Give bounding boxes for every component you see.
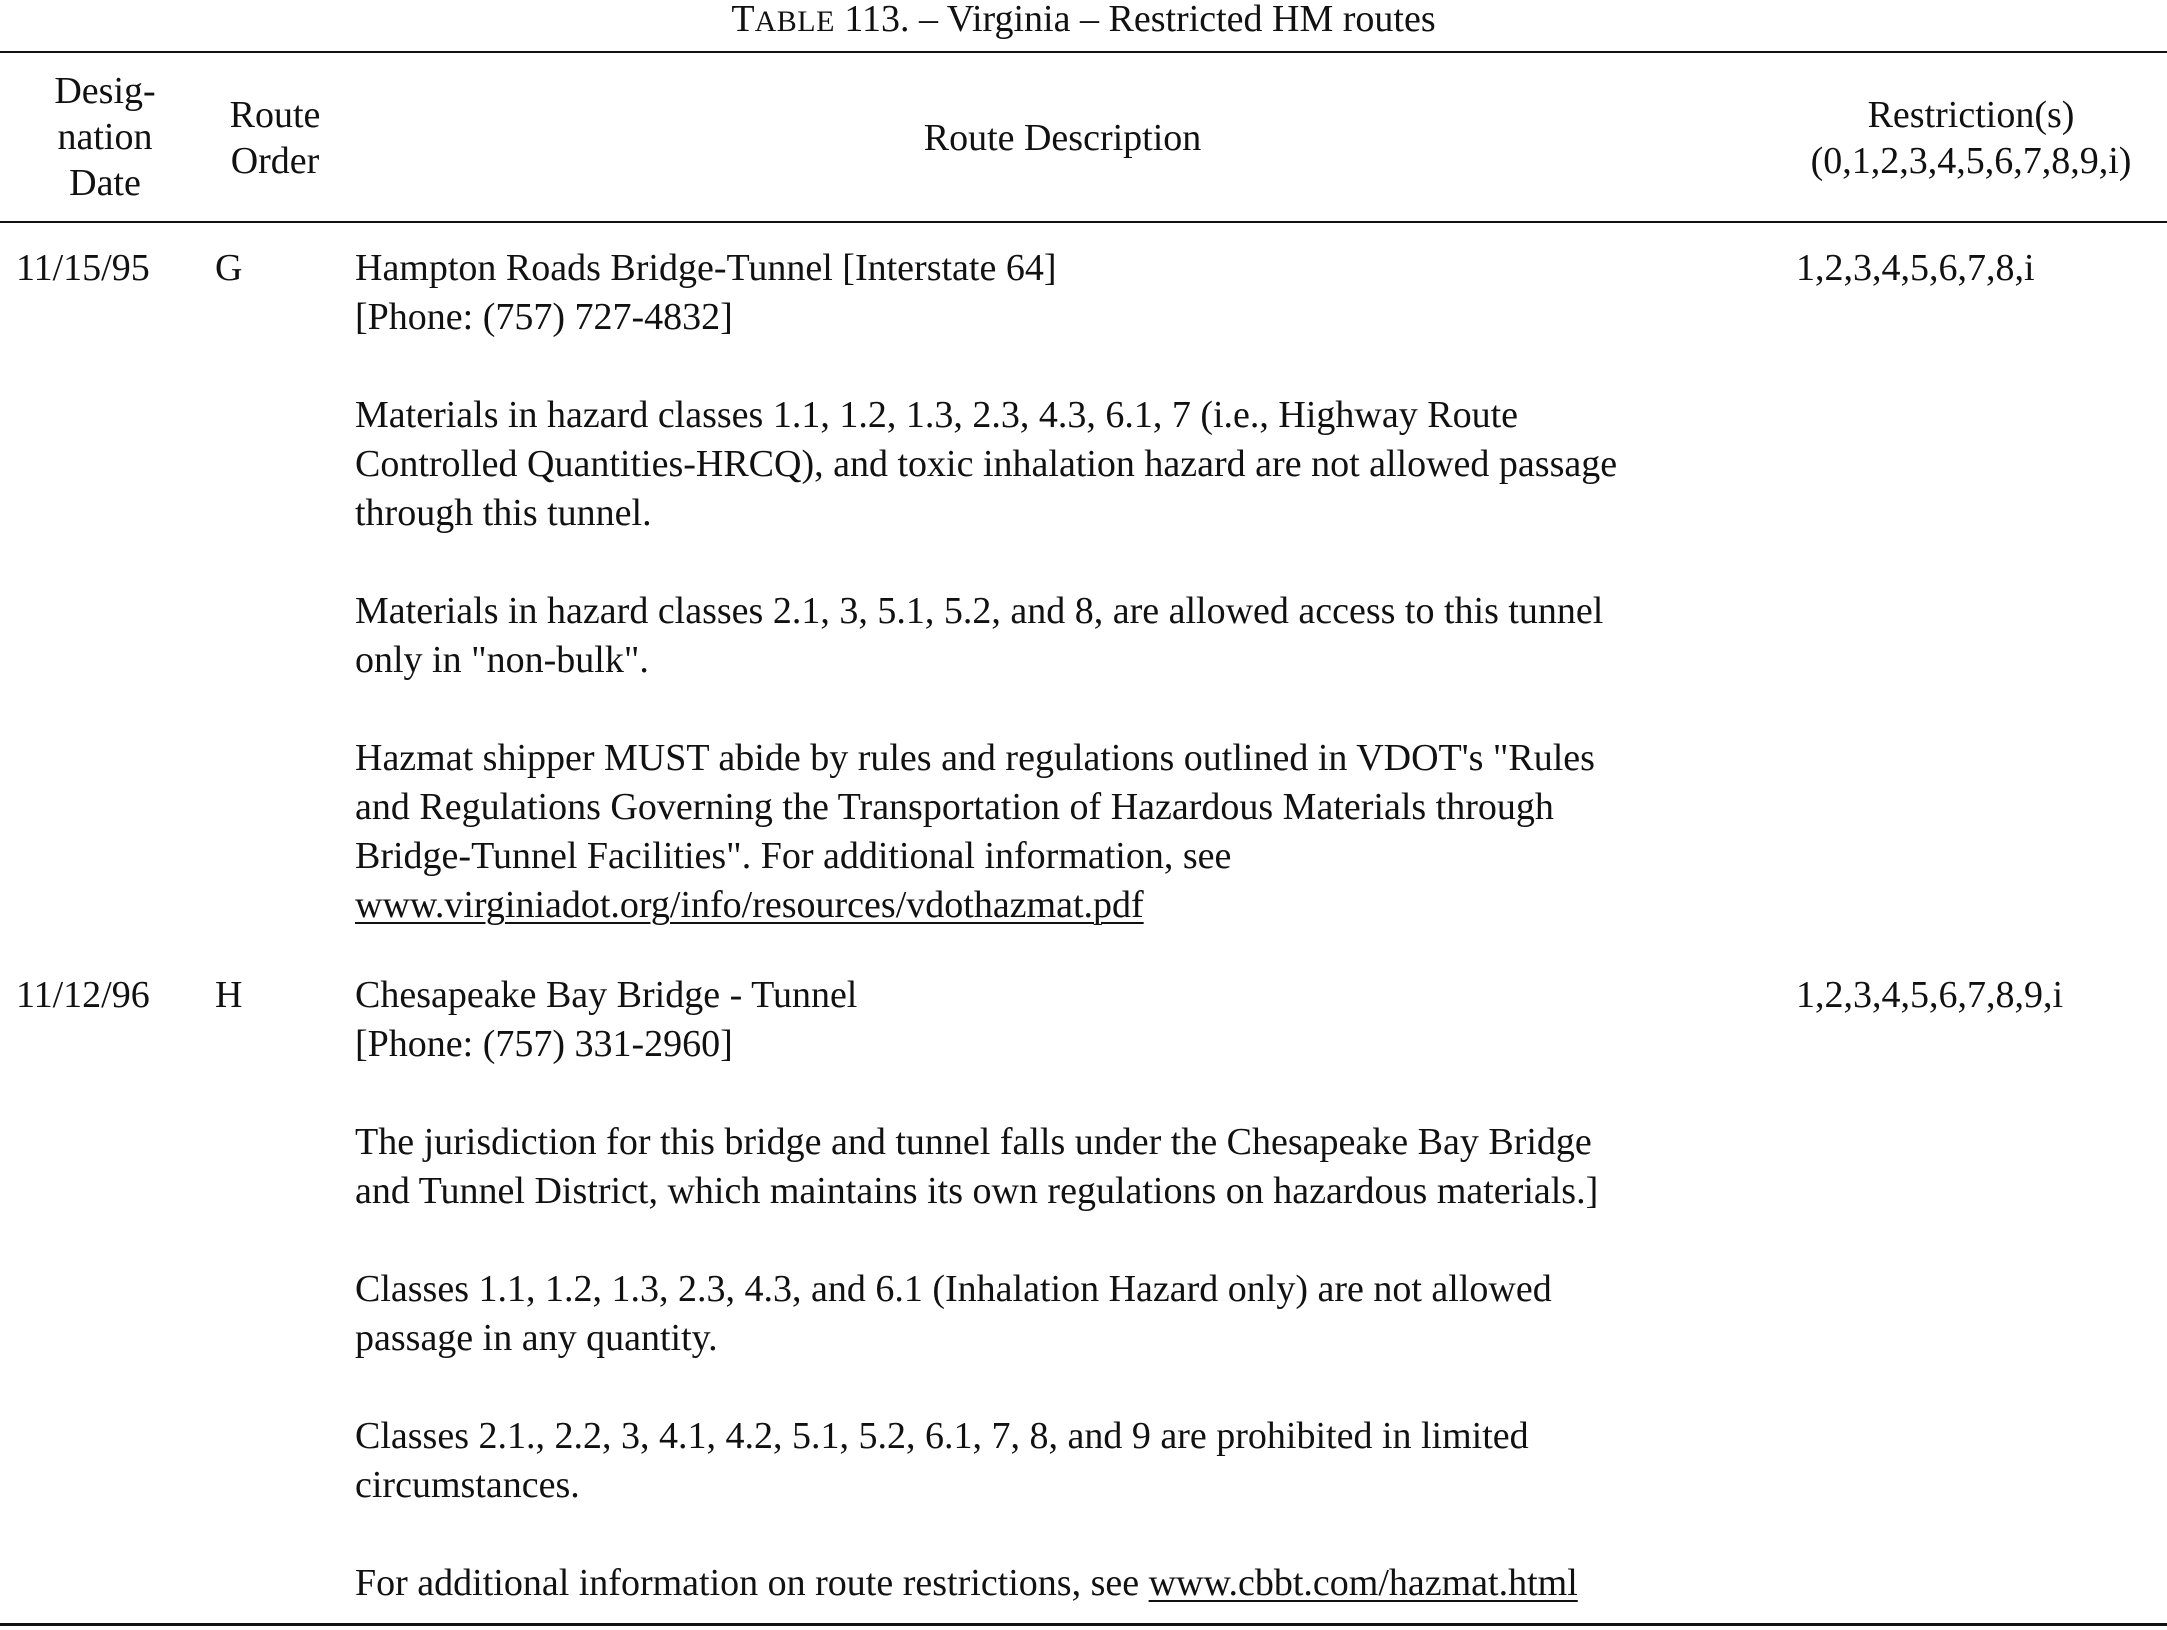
table-title xyxy=(0,0,2167,41)
table-title-initial: T xyxy=(731,0,755,40)
description-paragraph xyxy=(355,1559,1775,1608)
header-restrictions-line: (0,1,2,3,4,5,6,7,8,9,i) xyxy=(1810,140,2132,182)
description-paragraph-text: For additional information on route restrictions, see xyxy=(355,1562,1149,1604)
top-rule xyxy=(0,51,2167,53)
description-paragraph: The jurisdiction for this bridge and tunnel falls under the Chesapeake Bay Bridge and Tunnel District, which maintains its own regulations on hazardous materials.] xyxy=(355,1121,1599,1212)
description-paragraph: Materials in hazard classes 1.1, 1.2, 1.3, 2.3, 4.3, 6.1, 7 (i.e., Highway Route Controlled Quantities-HRCQ), and toxic inhalation hazard are not allowed passage through this tunnel. xyxy=(355,394,1618,534)
header-route-order-line: Route xyxy=(229,94,321,136)
description-paragraph: Classes 1.1, 1.2, 1.3, 2.3, 4.3, and 6.1 (Inhalation Hazard only) are not allowed passage in any quantity. xyxy=(355,1268,1552,1359)
header-rule xyxy=(0,221,2167,223)
description-paragraph: Classes 2.1., 2.2, 3, 4.1, 4.2, 5.1, 5.2, 6.1, 7, 8, and 9 are prohibited in limited circumstances. xyxy=(355,1415,1529,1506)
row-route-order: H xyxy=(215,974,243,1016)
row-route-description xyxy=(355,971,1775,1608)
header-restrictions-line: Restriction(s) xyxy=(1867,94,2075,136)
header-route-order-line: Order xyxy=(230,140,320,182)
description-paragraph: Hampton Roads Bridge-Tunnel [Interstate 64] [Phone: (757) 727-4832] xyxy=(355,247,1057,338)
table-title-rest: 113. – Virginia – Restricted HM routes xyxy=(834,0,1436,40)
row-designation-date: 11/12/96 xyxy=(16,974,150,1016)
description-paragraph xyxy=(355,734,1775,930)
row-restrictions: 1,2,3,4,5,6,7,8,9,i xyxy=(1796,974,2064,1016)
description-paragraph: Materials in hazard classes 2.1, 3, 5.1, 5.2, and 8, are allowed access to this tunnel only in "non-bulk". xyxy=(355,590,1604,681)
vdot-hazmat-link[interactable]: www.virginiadot.org/info/resources/vdothazmat.pdf xyxy=(355,884,1144,926)
header-route-order xyxy=(205,92,345,184)
header-route-description: Route Description xyxy=(923,117,1202,159)
description-paragraph: Chesapeake Bay Bridge - Tunnel [Phone: (757) 331-2960] xyxy=(355,974,858,1065)
header-restrictions xyxy=(1775,92,2167,184)
description-paragraph-text: Hazmat shipper MUST abide by rules and regulations outlined in VDOT's "Rules and Regulations Governing the Transportation of Hazardous Materials through Bridge-Tunnel Facilities". For additional information, see xyxy=(355,737,1595,877)
bottom-rule xyxy=(0,1623,2167,1626)
header-designation-date-line: Desig- xyxy=(54,70,156,112)
row-designation-date: 11/15/95 xyxy=(16,247,150,289)
row-route-description xyxy=(355,244,1775,930)
header-designation-date-line: nation xyxy=(57,116,153,158)
header-designation-date-line: Date xyxy=(69,162,141,204)
row-restrictions: 1,2,3,4,5,6,7,8,i xyxy=(1796,247,2035,289)
table-title-smallcaps: ABLE xyxy=(754,5,835,38)
cbbt-hazmat-link[interactable]: www.cbbt.com/hazmat.html xyxy=(1148,1562,1578,1604)
row-route-order: G xyxy=(215,247,243,289)
header-designation-date xyxy=(0,68,210,206)
